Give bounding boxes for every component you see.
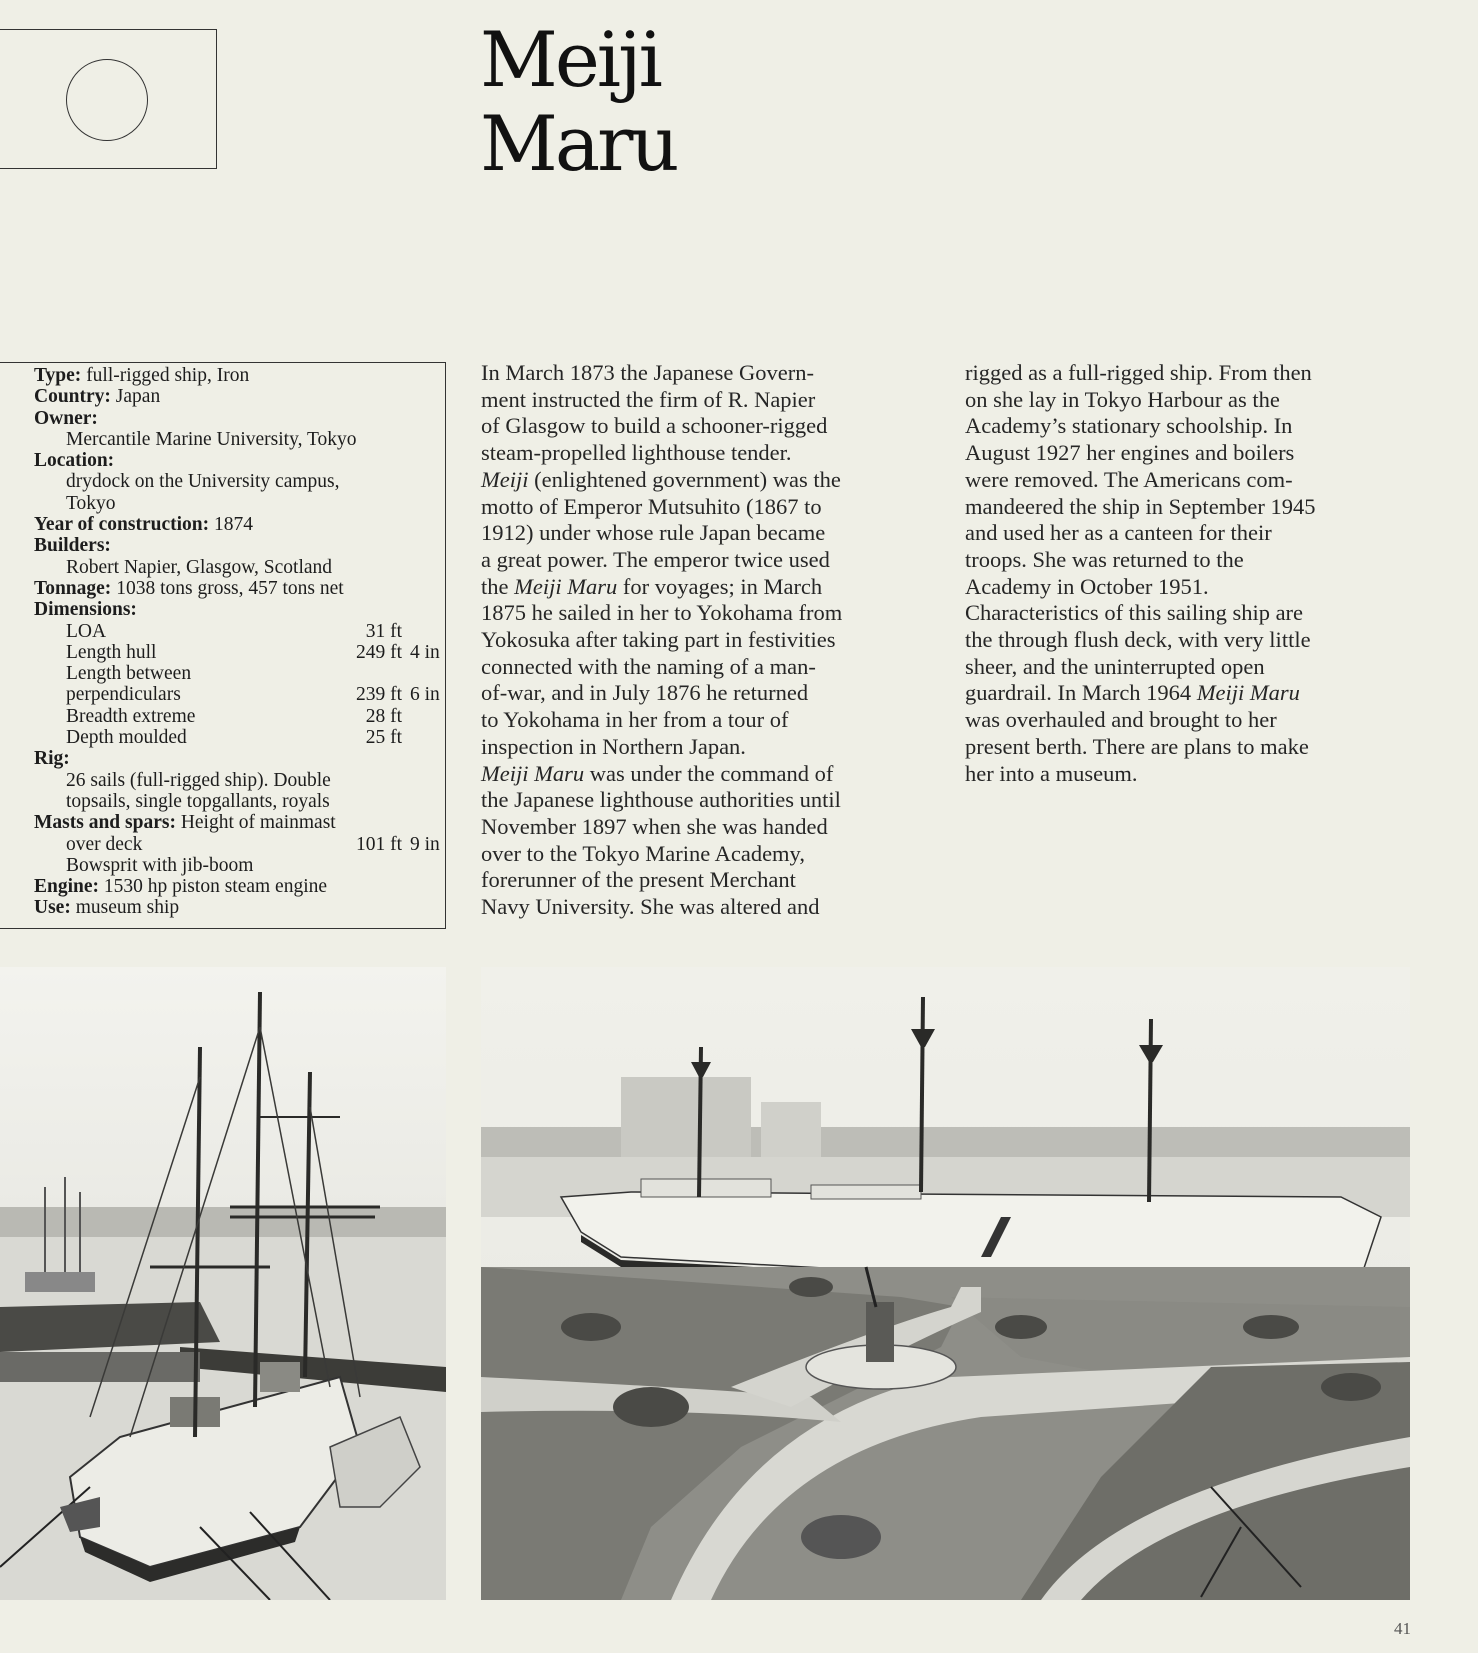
text-line [481, 574, 926, 601]
spec-owner-label [34, 408, 445, 429]
text-line: the through flush deck, with very little [965, 627, 1311, 653]
body-text-column-1 [481, 360, 926, 921]
body-text-column-2 [965, 360, 1410, 787]
ship-at-pier-photo [0, 967, 446, 1600]
dimension-value: 239 ft [355, 684, 402, 706]
dimension-label: over deck [66, 833, 143, 855]
spec-builders-value: Robert Napier, Glasgow, Scotland [66, 556, 333, 578]
spec-label: Type: [34, 365, 82, 386]
text-line: sheer, and the uninterrupted open [965, 653, 1265, 679]
text-line: Characteristics of this sailing ship are [965, 600, 1304, 626]
dimension-value: 31 ft [365, 620, 402, 642]
text-line: over to the Tokyo Marine Academy, [481, 840, 805, 866]
spec-tonnage [34, 578, 445, 599]
text-line: her into a museum. [965, 760, 1138, 786]
text-line: of-war, and in July 1876 he returned [481, 680, 809, 706]
text-line: mandeered the ship in September 1945 [965, 493, 1316, 519]
text-line [481, 761, 926, 788]
spec-type [34, 365, 445, 386]
text-span: guardrail. In March 1964 [965, 680, 1197, 706]
text-line: to Yokohama in her from a tour of [481, 707, 789, 733]
text-line: the Japanese lighthouse authorities until [481, 787, 841, 813]
spec-label: Use: [34, 897, 71, 919]
text-line: troops. She was returned to the [965, 546, 1244, 572]
spec-use [34, 897, 445, 918]
text-line: steam-propelled lighthouse tender. [481, 440, 792, 466]
dimension-row [34, 684, 445, 705]
dimension-label: Depth moulded [66, 727, 187, 749]
text-line: on she lay in Tokyo Harbour as the [965, 386, 1280, 412]
flag-sun-circle [66, 59, 148, 141]
dimension-row [34, 642, 445, 663]
dimension-row [34, 621, 445, 642]
text-line: 1875 he sailed in her to Yokohama from [481, 600, 843, 626]
spec-value: 1874 [209, 514, 253, 536]
text-line: ment instructed the firm of R. Napier [481, 386, 816, 412]
spec-label: Masts and spars: [34, 812, 176, 834]
spec-label: Owner: [34, 407, 98, 429]
spec-country [34, 386, 445, 407]
spec-rig-label [34, 748, 445, 769]
dimension-value: 25 ft [365, 727, 402, 749]
text-line: and used her as a canteen for their [965, 520, 1272, 546]
spec-label: Tonnage: [34, 577, 112, 599]
text-span: for voyages; in March [617, 573, 823, 599]
ship-name-italic: Meiji Maru [514, 573, 618, 599]
dimension-row [34, 663, 445, 684]
spec-bowsprit: Bowsprit with jib-boom [66, 854, 254, 876]
text-line: inspection in Northern Japan. [481, 733, 746, 759]
text-line [965, 680, 1410, 707]
text-line: forerunner of the present Merchant [481, 867, 796, 893]
spec-label: Rig: [34, 748, 70, 770]
title-line-1: Meiji [480, 15, 660, 104]
spec-value: Height of mainmast [175, 812, 336, 834]
dimension-label: LOA [66, 620, 107, 642]
dimension-value-inches: 6 in [410, 684, 440, 706]
spec-label: Year of construction: [34, 514, 210, 536]
masts-over-deck-row [34, 834, 445, 855]
text-line: Yokosuka after taking part in festivities [481, 627, 836, 653]
text-line: rigged as a full-rigged ship. From then [965, 360, 1312, 385]
spec-year [34, 514, 445, 535]
spec-rig-value-2: topsails, single topgallants, royals [66, 790, 330, 812]
spec-value: museum ship [70, 897, 180, 919]
spec-masts [34, 812, 445, 833]
spec-location-value-2: Tokyo [66, 492, 116, 514]
text-line: of Glasgow to build a schooner-rigged [481, 413, 828, 439]
text-line: November 1897 when she was handed [481, 813, 828, 839]
text-span: was under the command of [584, 760, 834, 786]
spec-label: Dimensions: [34, 599, 137, 621]
dimension-value: 249 ft [355, 641, 402, 663]
spec-value: Japan [110, 386, 161, 408]
dimension-value: 101 ft [355, 833, 402, 855]
text-line: present berth. There are plans to make [965, 733, 1309, 759]
text-line: motto of Emperor Mutsuhito (1867 to [481, 493, 822, 519]
dimension-value-inches: 9 in [410, 833, 440, 855]
text-line: a great power. The emperor twice used [481, 546, 830, 572]
text-line: In March 1873 the Japanese Govern- [481, 360, 815, 385]
ship-name-italic: Meiji [481, 466, 529, 492]
text-span: the [481, 573, 515, 599]
text-line: was overhauled and brought to her [965, 707, 1277, 733]
spec-value: 1530 hp piston steam engine [99, 876, 328, 898]
spec-engine [34, 876, 445, 897]
text-span: (enlightened government) was the [528, 466, 841, 492]
dimension-row [34, 727, 445, 748]
spec-builders-label [34, 535, 445, 556]
spec-value: 1038 tons gross, 457 tons net [111, 577, 344, 599]
text-line: Academy’s stationary schoolship. In [965, 413, 1293, 439]
ship-name-italic: Meiji Maru [481, 760, 585, 786]
ship-in-drydock-photo [481, 967, 1410, 1600]
spec-label: Country: [34, 386, 111, 408]
text-line: Academy in October 1951. [965, 573, 1209, 599]
spec-label: Engine: [34, 876, 100, 898]
japanese-flag-icon [0, 29, 217, 169]
spec-label: Builders: [34, 535, 111, 557]
text-line [481, 467, 926, 494]
title-line-2: Maru [480, 99, 677, 188]
page-number: 41 [1394, 1619, 1411, 1638]
dimension-value: 28 ft [365, 705, 402, 727]
text-line: Navy University. She was altered and [481, 894, 820, 920]
spec-dimensions-label [34, 599, 445, 620]
dimension-label: Length hull [66, 641, 157, 663]
ship-name-italic: Meiji Maru [1196, 680, 1300, 706]
page-title [480, 15, 677, 188]
spec-location-value-1: drydock on the University campus, [66, 471, 340, 493]
text-line: August 1927 her engines and boilers [965, 440, 1295, 466]
dimension-label: Breadth extreme [66, 705, 196, 727]
dimension-label: perpendiculars [66, 684, 181, 706]
dimension-label: Length between [66, 663, 192, 685]
spec-location-label [34, 450, 445, 471]
spec-rig-value-1: 26 sails (full-rigged ship). Double [66, 769, 331, 791]
text-line: connected with the naming of a man- [481, 653, 816, 679]
text-line: were removed. The Americans com- [965, 466, 1293, 492]
dimension-value-inches: 4 in [410, 641, 440, 663]
dimension-row [34, 706, 445, 727]
text-line: 1912) under whose rule Japan became [481, 520, 826, 546]
spec-label: Location: [34, 450, 115, 472]
spec-box [0, 362, 446, 929]
spec-owner-value: Mercantile Marine University, Tokyo [66, 428, 357, 450]
spec-value: full-rigged ship, Iron [81, 365, 250, 386]
